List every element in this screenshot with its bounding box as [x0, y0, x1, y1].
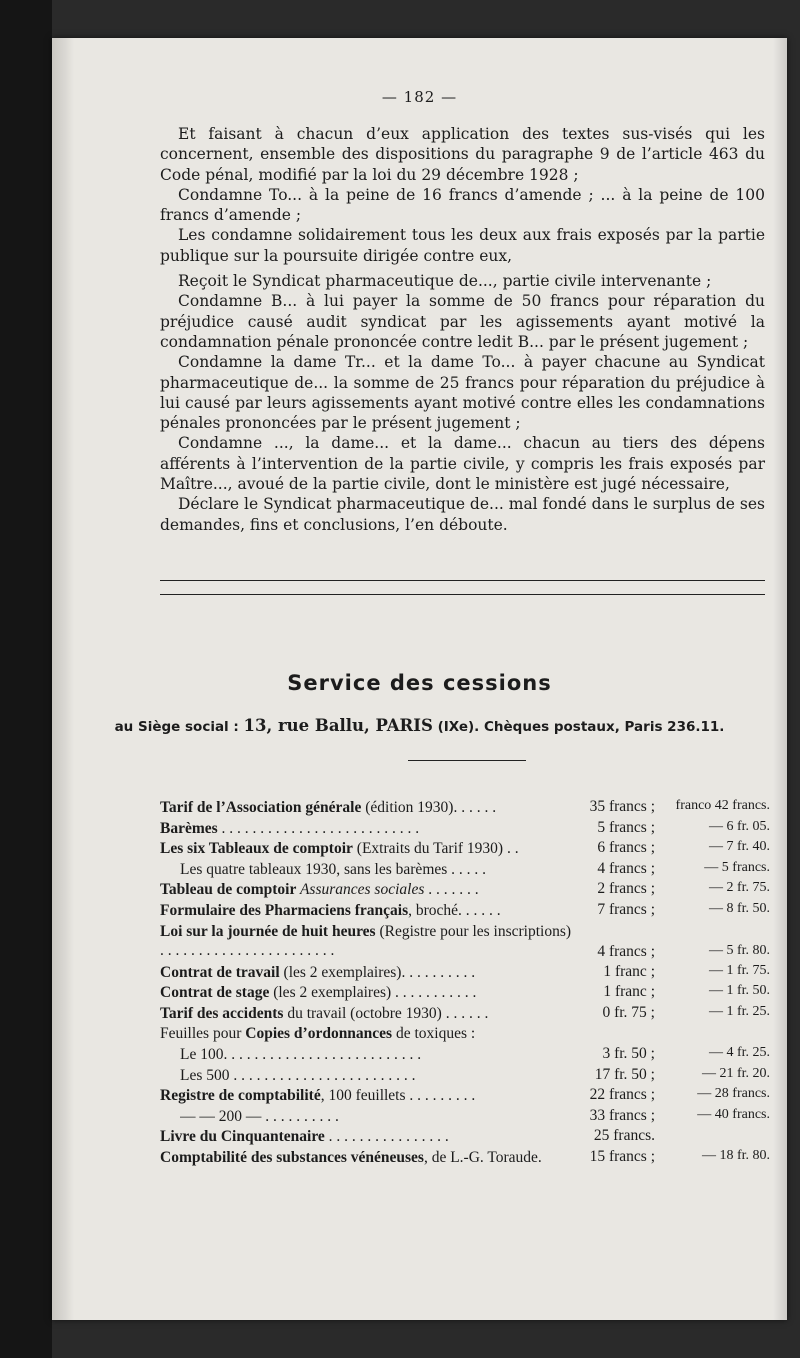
paragraph: Condamne ..., la dame... et la dame... chacun au tiers des dépens afférents à l’intervention de la partie civile, y compris les frais exposés par Maître..., avoué de la partie civile, dont le ministère est jugé nécessaire,: [160, 434, 765, 494]
item-description-part: Comptabilité des substances vénéneuses: [160, 1148, 424, 1166]
item-franco-price: — 1 fr. 25.: [708, 1003, 770, 1019]
item-franco-price: franco 42 francs.: [675, 798, 770, 813]
item-price: 3 fr. 50 ;: [602, 1044, 655, 1062]
item-description: [160, 922, 572, 960]
item-description-part: Copies d’ordonnances: [245, 1025, 393, 1043]
item-description: [160, 880, 580, 899]
item-price: 1 franc ;: [603, 983, 655, 1001]
item-price: 35 francs ;: [589, 798, 655, 815]
item-price: 4 francs ;: [597, 942, 655, 960]
item-description-part: Le 100. . . . . . . . . . . . . . . . . . . . . . . . . .: [180, 1045, 422, 1063]
item-description: [160, 983, 580, 1002]
item-franco-price: — 1 fr. 75.: [708, 962, 770, 978]
item-description-part: Les quatre tableaux 1930, sans les barèmes . . . . .: [180, 860, 487, 878]
item-price: 6 francs ;: [597, 839, 655, 857]
item-franco-price: — 28 francs.: [697, 1086, 770, 1102]
item-description: [180, 1107, 580, 1126]
item-description: [160, 819, 580, 838]
price-list-row: [160, 837, 770, 858]
item-description: [180, 860, 580, 879]
document-page: [52, 38, 787, 1320]
item-franco-price: — 18 fr. 80.: [701, 1147, 770, 1163]
item-description-part: . . . . . . . . . . . . . . . . . . . . . . . . . .: [217, 819, 420, 837]
price-list: [160, 796, 770, 1167]
paragraph: Reçoit le Syndicat pharmaceutique de..., partie civile intervenante ;: [178, 272, 712, 291]
item-description-part: . . . . . . .: [424, 881, 479, 899]
item-description-part: Feuilles pour: [160, 1025, 246, 1043]
item-price: 33 francs ;: [589, 1106, 655, 1124]
item-description-part: Les 500 . . . . . . . . . . . . . . . . . . . . . . . .: [180, 1066, 416, 1084]
item-price: 1 franc ;: [603, 962, 655, 980]
item-description-part: . . . . . . . . . . . . . . . .: [324, 1128, 449, 1146]
price-list-row: [160, 981, 770, 1002]
price-list-row: [160, 817, 770, 838]
scan-left-margin: [0, 0, 52, 1358]
price-list-row: [160, 1022, 770, 1043]
item-description: [160, 798, 580, 817]
item-franco-price: — 21 fr. 20.: [701, 1065, 770, 1081]
price-list-row: [160, 1064, 770, 1085]
item-description: [160, 839, 580, 858]
item-price: 0 fr. 75 ;: [602, 1003, 655, 1021]
item-description: [160, 963, 580, 982]
item-description-part: , de L.-G. Toraude.: [423, 1148, 542, 1166]
item-price: 15 francs ;: [589, 1147, 655, 1165]
item-description-part: (édition 1930). . . . . .: [361, 799, 497, 816]
item-franco-price: — 8 fr. 50.: [708, 900, 770, 916]
item-description-part: Tarif des accidents: [160, 1004, 284, 1022]
item-description-part: (les 2 exemplaires) . . . . . . . . . . .: [269, 984, 477, 1002]
price-list-row: [160, 1105, 770, 1126]
item-description: [160, 1086, 580, 1105]
item-description-part: (les 2 exemplaires). . . . . . . . . .: [279, 963, 476, 981]
item-franco-price: — 4 fr. 25.: [708, 1044, 770, 1060]
item-price: 25 francs.: [593, 1127, 655, 1145]
item-description-part: de toxiques :: [392, 1025, 476, 1043]
item-description-part: , 100 feuillets . . . . . . . . .: [320, 1087, 476, 1105]
item-price: 4 francs ;: [597, 859, 655, 877]
paragraph: Les condamne solidairement tous les deux aux frais exposés par la partie publique sur la poursuite dirigée contre eux,: [160, 226, 765, 265]
item-description-part: Contrat de travail: [160, 963, 280, 981]
price-list-row: [160, 878, 770, 899]
item-description-part: (Registre pour les inscriptions) . . . . . . . . . . . . . . . . . . . . . . .: [160, 922, 572, 959]
price-list-row: [160, 858, 770, 879]
item-description: [160, 901, 580, 920]
paragraph: Déclare le Syndicat pharmaceutique de... mal fondé dans le surplus de ses demandes, fins et conclusions, l’en déboute.: [160, 495, 765, 534]
item-price: 7 francs ;: [597, 900, 655, 918]
item-franco-price: — 5 fr. 80.: [708, 942, 770, 958]
price-list-row: [160, 1125, 770, 1146]
price-list-row: [160, 899, 770, 920]
item-description-part: , broché. . . . . .: [408, 901, 501, 919]
item-franco-price: — 6 fr. 05.: [708, 818, 770, 834]
item-price: 17 fr. 50 ;: [594, 1065, 655, 1083]
price-list-row: [160, 920, 770, 961]
item-description-part: Assurances sociales: [296, 881, 425, 899]
item-description-part: Formulaire des Pharmaciens français: [160, 901, 409, 919]
item-price: 5 francs ;: [597, 818, 655, 836]
item-franco-price: — 7 fr. 40.: [708, 839, 770, 855]
item-description: [160, 1127, 580, 1146]
price-list-row: [160, 1146, 770, 1167]
item-description: [160, 1004, 580, 1023]
item-description-part: Barèmes: [160, 819, 218, 837]
item-description-part: Les six Tableaux de comptoir: [160, 840, 353, 858]
item-franco-price: — 2 fr. 75.: [708, 880, 770, 896]
divider-rule-bottom: [160, 594, 765, 595]
item-description-part: Contrat de stage: [160, 984, 270, 1002]
item-description: [180, 1066, 580, 1085]
price-list-row: [160, 1084, 770, 1105]
address-suffix: (IXe). Chèques postaux, Paris 236.11.: [432, 719, 725, 735]
paragraph: Et faisant à chacun d’eux application des textes sus-visés qui les concernent, ensemble des dispositions du paragraphe 9 de l’article 463 du Code pénal, modifié par la loi du 29 décembre 1928 ;: [160, 125, 765, 184]
address-main: 13, rue Ballu, PARIS: [243, 716, 433, 735]
item-description-part: Livre du Cinquantenaire: [160, 1128, 325, 1146]
item-franco-price: — 40 francs.: [697, 1106, 770, 1122]
section-title: Service des cessions: [287, 671, 552, 695]
page-number: — 182 —: [381, 88, 458, 106]
item-description: [180, 1045, 580, 1064]
divider-rule-top: [160, 580, 765, 581]
item-price: 22 francs ;: [589, 1086, 655, 1104]
paragraph: Condamne la dame Tr... et la dame To... à payer chacune au Syndicat pharmaceutique de... la somme de 25 francs pour réparation du préjudice à lui causé par leurs agissements ayant motivé contre elles les condamnations pénales prononcées par le présent jugement ;: [160, 353, 765, 433]
item-description-part: — — 200 — . . . . . . . . . .: [180, 1107, 339, 1125]
item-description-part: Tableau de comptoir: [160, 881, 297, 899]
price-list-row: [160, 796, 770, 817]
price-list-row: [160, 1002, 770, 1023]
item-description: [160, 1024, 580, 1043]
item-price: 2 francs ;: [597, 880, 655, 898]
item-franco-price: — 1 fr. 50.: [708, 983, 770, 999]
item-description-part: (Extraits du Tarif 1930) . .: [352, 840, 519, 858]
item-description-part: Tarif de l’Association générale: [160, 799, 362, 816]
judgment-text: [160, 124, 765, 535]
address-prefix: au Siège social :: [114, 719, 244, 735]
paragraph: Condamne To... à la peine de 16 francs d’amende ; ... à la peine de 100 francs d’amende ;: [160, 185, 765, 225]
price-list-row: [160, 961, 770, 982]
paragraph: Condamne B... à lui payer la somme de 50 francs pour réparation du préjudice causé audit syndicat par les agissements ayant motivé la condamnation pénale prononcée contre ledit B... par le présent jugement ;: [160, 292, 765, 351]
item-description-part: Loi sur la journée de huit heures: [160, 922, 376, 940]
item-description-part: du travail (octobre 1930) . . . . . .: [283, 1004, 489, 1022]
item-description-part: Registre de comptabilité: [160, 1087, 321, 1105]
address-line: [52, 716, 787, 735]
item-franco-price: — 5 francs.: [704, 859, 770, 875]
short-divider: [408, 760, 526, 761]
price-list-row: [160, 1043, 770, 1064]
item-description: [160, 1148, 580, 1167]
